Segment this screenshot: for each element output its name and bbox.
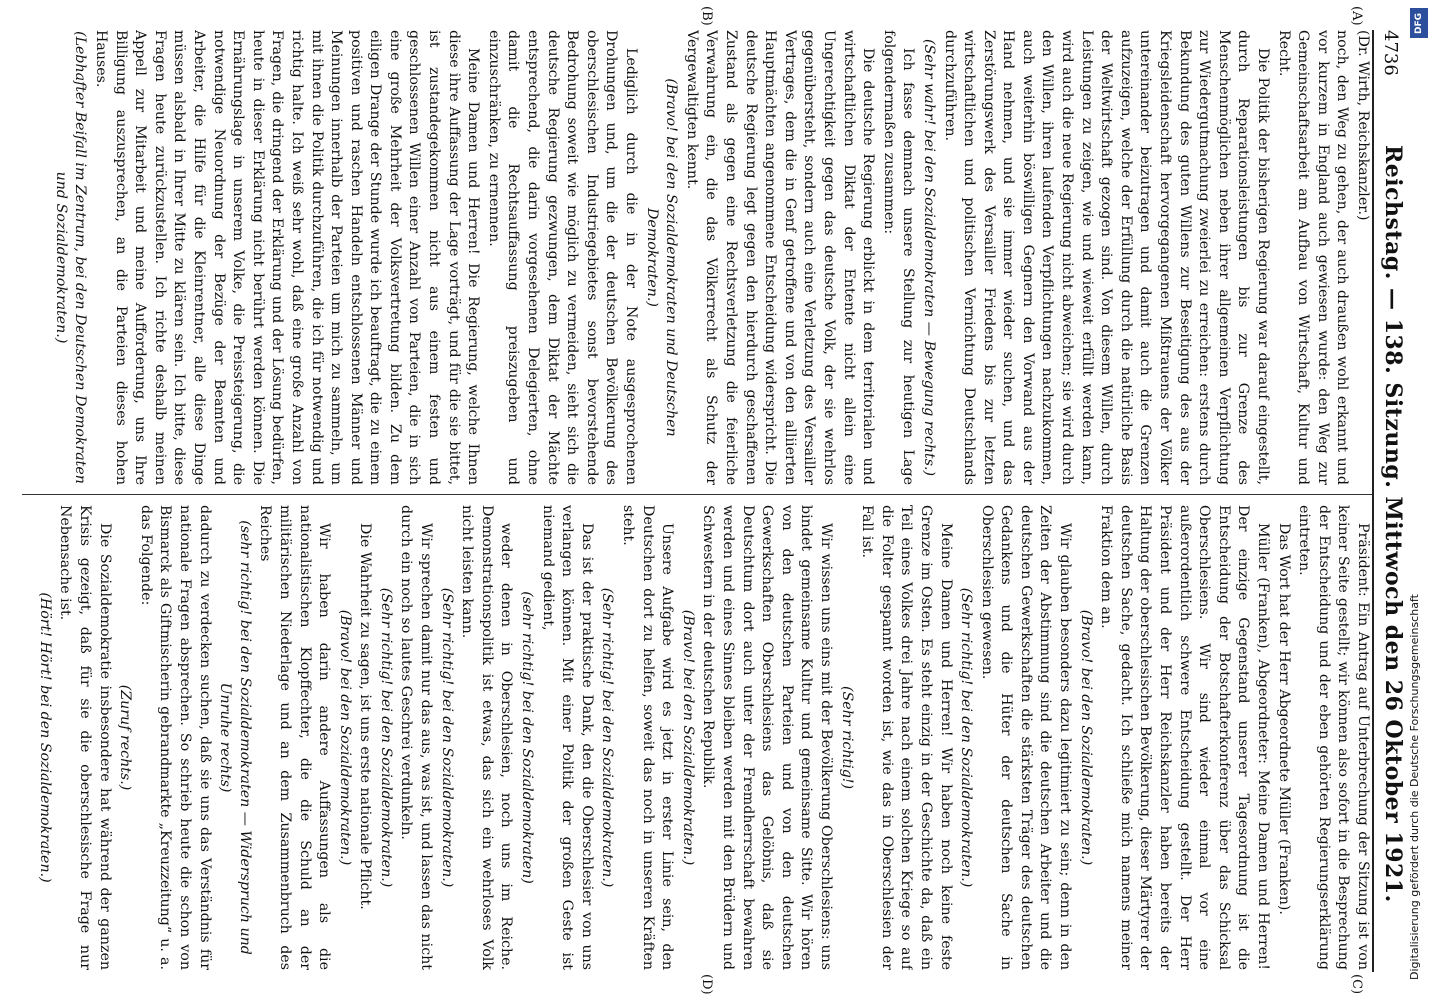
paragraph: dadurch zu verdecken suchen, daß sie uns das Verständnis für nationale Fragen absprechen. So schrieb heute die schon von Bismarck als Giftmischerin gebrandmarkte „Kreuzzeitung“ u. a. das Folgende: [137,505,213,970]
paragraph: Unsere Aufgabe wird es jetzt in erster Linie sein, den Deutschen dort zu helfen, soweit das noch in unseren Kräften steht. [620,505,676,970]
interjection: (Sehr richtig! bei den Sozialdemokraten.) [599,587,616,888]
paragraph: Meine Damen und Herren! Wir haben noch keine feste Grenze im Osten. Es steht einzig in der Geschichte da, daß ein Teil eines Volkes drei Jahre nach einem solchen Kriege so auf die Folter gespannt worden ist, wie das in Oberschlesien der Fall ist. [859,505,954,970]
interjection: (Bravo! bei den Sozialdemokraten.) [1077,609,1094,866]
paragraph: Wir sprechen damit nur das aus, was ist, und lassen das nicht durch ein noch so lautes Geschrei verdunkeln. [398,505,435,970]
running-title: Reichstag. — 138. Sitzung. Mittwoch den 26 Oktober 1921. [1380,145,1406,903]
paragraph: Die Wahrheit zu sagen, ist uns erste nationale Pflicht. [357,523,374,910]
interjection: (Sehr wahr! bei den Sozialdemokraten — Bewegung rechts.) [920,38,937,477]
paragraph: Ich fasse demnach unsere Stellung zur heutigen Lage folgendermaßen zusammen: [880,30,917,485]
margin-mark-c: (C) [1349,974,1364,995]
interjection: (Bravo! bei den Sozialdemokraten.) [679,609,696,866]
margin-mark-b: (B) [699,6,714,26]
paragraph: Das Wort hat der Herr Abgeordnete Müller (Franken). [1275,523,1292,915]
interjection: (Sehr richtig!) [838,685,855,790]
page-number: 4736 [1380,30,1401,76]
interjection: (Sehr richtig! bei den Sozialdemokraten.) [438,587,455,888]
interjection: (Sehr richtig! bei den Sozialdemokraten.) [958,587,975,888]
paragraph: Das ist der praktische Dank, den die Oberschlesier von uns verlangen können. Mit einer Politik der großen Geste ist niemand gedient, [539,505,595,970]
interjection: (sehr richtig! bei den Sozialdemokraten) [519,591,536,884]
paragraph: Wir glauben besonders dazu legitimiert zu sein; denn in den Zeiten der Abstimmung sind die deutschen Arbeiter und die deutschen Gewerkschaften die stärksten Träger des deutschen Gedankens und die Hüter der deutschen Sache in Oberschlesien gewesen. [978,505,1074,970]
paragraph: Lediglich durch die in der Note ausgesprochenen Drohungen und, um die der deutschen Bevölkerung des oberschlesischen Industriegebietes sonst bevorstehende Bedrohung soweit wie möglich zu vermeiden, sieht sich die deutsche Regierung gezwungen, dem Diktat der Mächte entsprechend, die darin vorgesehenen Delegierten, ohne damit die Rechtsauffassung preiszugeben und einzuschränken, zu ernennen. [485,30,640,485]
paragraph: noch, den Weg zu gehen, der auch draußen wohl erkannt und vor kurzem in England auch gewiesen wurde: den Weg zur Gemeinschaftsarbeit am Aufbau von Wirtschaft, Kultur und Recht. [1275,30,1351,485]
paragraph: Die Sozialdemokratie insbesondere hat während der ganzen Krisis gezeigt, daß für sie die oberschlesische Frage nur Nebensache ist. [57,505,113,970]
paragraph: Müller (Franken), Abgeordneter: Meine Damen und Herren! Der einzige Gegenstand unserer Tagesordnung ist die Entscheidung der Botschafterkonferenz über das Schicksal Oberschlesiens. Wir sind wieder einmal vor eine außerordentlich schwere Entscheidung gestellt. Der Herr Präsident und der Herr Reichskanzler haben bereits der Haltung der oberschlesischen Bevölkerung, dieser Märtyrer der deutschen Sache, gedacht. Ich schließe mich namens meiner Fraktion dem an. [1098,505,1272,970]
paragraph: Meine Damen und Herren! Die Regierung, welche Ihnen diese ihre Auffassung der Lage vorträgt, und für die sie bittet, ist zustandegekommen nicht aus einem festen und geschlossenen Willen einer Anzahl von Parteien, die in sich eine große Mehrheit der Volksvertretung bilden. Zu dem eiligen Drange der Stunde wurde ich beauftragt, die zu einem positiven und raschen Handeln entschlossenen Männer und Meinungen innerhalb der Parteien um mich zu sammeln, um mit ihnen die Politik durchzuführen, die ich für notwendig und richtig halte. Ich weiß sehr wohl, daß eine große Anzahl von Fragen, die dringend der Erklärung und der Lösung bedürfen, heute in dieser Erklärung nicht berührt werden können. Die Ernährungslage in unserem Volke, die Preissteigerung, die notwendige Neuordnung der Bezüge der Beamten und Arbeiter, die Hilfe für die Kleinrentner, alle diese Dinge müssen alsbald in Ihrer Mitte zu klären sein. Ich bitte, diese Fragen heute zurückzustellen. Ich richte deshalb meinen Appell zur Mitarbeit und meine Aufforderung, uns Ihre Billigung auszusprechen, an die Parteien dieses hohen Hauses. [93,30,482,485]
paragraph: weder denen in Oberschlesien, noch uns im Reiche. Demonstrationspolitik ist etwas, das sich ein wehrloses Volk nicht leisten kann. [459,505,515,970]
paragraph: Wir haben darin andere Auffassungen als die nationalistischen Klopffechter, die die Schuld an der militärischen Niederlage und an dem Zusammenbruch des Reiches [257,505,333,970]
paragraph: Die deutsche Regierung erblickt in dem territorialen und wirtschaftlichen Diktat der Entente nicht allein eine Ungerechtigkeit gegen das deutsche Volk, der sie wehrlos gegenübersteht, sondern auch eine Verletzung des Versailler Vertrages, dem die in Genf getroffene und von den alliierten Hauptmächten angenommene Entscheidung widerspricht. Die deutsche Regierung legt gegen den hierdurch geschaffenen Zustand als gegen eine Rechtsverletzung die feierliche Verwahrung ein, die das Völkerrecht als Schutz der Vergewaltigten kennt. [683,30,877,485]
dfg-logo: DFG [1410,8,1428,38]
interjection: (Bravo! bei den Sozialdemokraten.) [336,609,353,866]
interjection: (Bravo! bei den Sozialdemokraten und Deutschen Demokraten.) [643,78,680,437]
margin-mark-a: (A) [1349,6,1364,26]
paragraph: (Dr. Wirth, Reichskanzler.) [1355,30,1371,221]
interjection: (Lebhafter Beifall im Zentrum, bei den Deutschen Demokraten und Sozialdemokraten.) [52,31,89,484]
margin-mark-d: (D) [699,974,714,995]
paragraph: Die Politik der bisherigen Regierung war darauf eingestellt, durch Reparationsleistungen bis zur Grenze des Menschenmöglichen neben ihrer allgemeinen Verpflichtung zur Wiedergutmachung zweierlei zu erreichen: erstens durch Bekundung des guten Willens zur Beseitigung des aus der Kriegsleidenschaft hervorgegangenen Mißtrauens der Völker untereinander beizutragen und damit auch die Grenzen aufzuzeigen, welche der Erfüllung durch die natürliche Basis der Weltwirtschaft gezogen sind. Von diesem Willen, durch Leistungen zu zeigen, wie und wieweit erfüllt werden kann, wird auch die neue Regierung nicht abweichen; sie wird durch den Willen, ihren laufenden Verpflichtungen nachzukommen, auch weiterhin böswilligen Gegnern den Vorwand aus der Hand nehmen, und sie immer wieder suchen, und das Zerstörungswerk des Versailler Friedens bis zur letzten wirtschaftlichen und politischen Vernichtung Deutschlands durchzuführen. [941,30,1272,485]
interjection: (Sehr richtig! bei den Sozialdemokraten.) [377,587,394,888]
column-divider [22,494,1372,495]
paragraph: Präsident: Ein Antrag auf Unterbrechung der Sitzung ist von keiner Seite gestellt; wir können also sofort in die Besprechung der Entscheidung und der eben gehörten Regierungserklärung eintreten. [1296,505,1371,970]
digitization-note: Digitalisierung gefördert durch die Deutsche Forschungsgemeinschaft [1408,594,1421,980]
interjection: (Zuruf rechts.) [117,684,134,791]
digitization-sidebar [1406,0,1432,1000]
interjection: (sehr richtig! bei den Sozialdemokraten — Widerspruch und Unruhe rechts) [217,520,253,955]
left-column [22,30,1372,485]
interjection: (Hört! Hört! bei den Sozialdemokraten.) [36,592,53,883]
right-column [22,505,1372,970]
paragraph: Wir wissen uns eins mit der Bevölkerung Oberschlesiens: uns bindet gemeinsame Kultur und gemeinsame Sitte. Wir hören von den deutschen Parteien und von den deutschen Gewerkschaften Oberschlesiens das Gelöbnis, daß sie Deutschtum dort auch unter der Fremdherrschaft bewahren werden und eines Sinnes bleiben werden mit den Brüdern und Schwestern in der deutschen Republik. [700,505,834,970]
